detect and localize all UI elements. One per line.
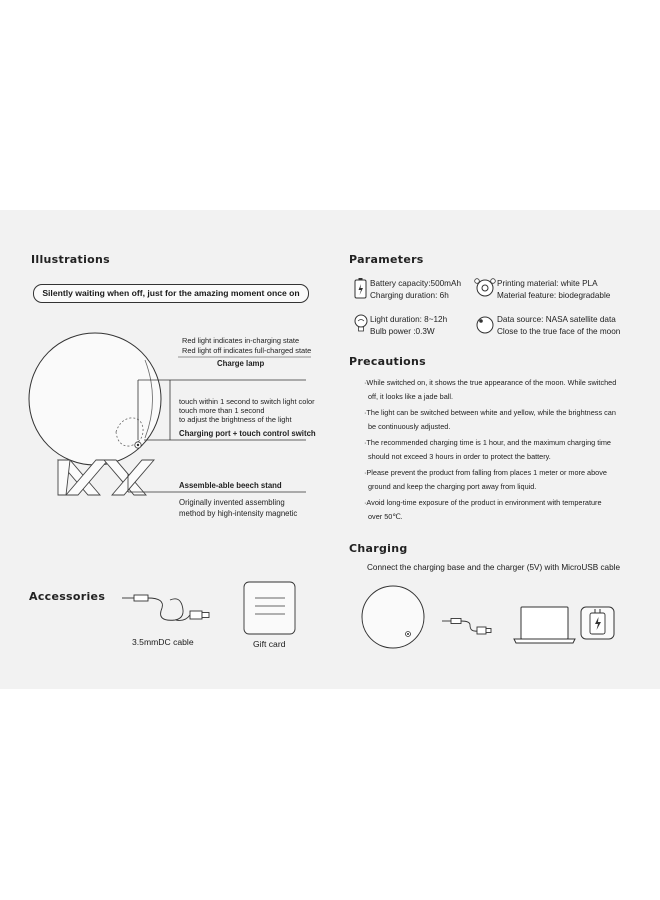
stand-desc-1: Originally invented assembling: [179, 498, 285, 507]
precaution-line: ·The recommended charging time is 1 hour, and the maximum charging time: [364, 438, 611, 447]
charging-base-icon: [362, 586, 424, 648]
precaution-line: over 50℃.: [368, 511, 403, 521]
charge-lamp-desc-2: Red light off indicates full-charged state: [182, 346, 312, 355]
charging-description: Connect the charging base and the charger (5V) with MicroUSB cable: [367, 563, 621, 572]
tagline-pill: Silently waiting when off, just for the amazing moment once on: [33, 284, 309, 303]
touch-desc-1: touch within 1 second to switch light color: [179, 397, 315, 406]
battery-capacity: Battery capacity:500mAh: [370, 279, 462, 288]
illustrations-title: Illustrations: [31, 253, 110, 266]
material-feature: Material feature: biodegradable: [497, 290, 611, 300]
data-source: Data source: NASA satellite data: [497, 315, 616, 324]
stand-label: Assemble-able beech stand: [179, 481, 282, 490]
light-duration: Light duration: 8~12h: [370, 315, 448, 324]
stand-desc-2: method by high-intensity magnetic: [179, 509, 298, 518]
touch-desc-2: touch more than 1 second: [179, 406, 265, 415]
precaution-line: ·Please prevent the product from falling from places 1 meter or more above: [364, 468, 607, 477]
accessories-title: Accessories: [29, 590, 106, 603]
precautions-title: Precautions: [349, 355, 426, 368]
touch-desc-3: to adjust the brightness of the light: [179, 415, 292, 424]
dc-cable-label: 3.5mmDC cable: [132, 637, 194, 647]
gift-card-label: Gift card: [253, 639, 286, 649]
precaution-line: ground and keep the charging port away from liquid.: [368, 481, 537, 491]
charge-lamp-label: Charge lamp: [217, 359, 265, 368]
precaution-line: be continuously adjusted.: [368, 421, 451, 431]
charge-lamp-desc-1: Red light indicates in-charging state: [182, 336, 300, 345]
charger-icon: [581, 607, 614, 639]
printing-material: Printing material: white PLA: [497, 279, 598, 288]
charging-duration: Charging duration: 6h: [370, 290, 449, 300]
precaution-line: should not exceed 3 hours in order to protect the battery.: [368, 451, 551, 461]
touch-label: Charging port + touch control switch: [179, 429, 316, 438]
microusb-cable-icon: [442, 619, 491, 635]
precaution-line: ·While switched on, it shows the true appearance of the moon. While switched: [364, 378, 617, 387]
precaution-line: ·Avoid long-time exposure of the product in environment with temperature: [364, 498, 602, 507]
bulb-power: Bulb power :0.3W: [370, 326, 435, 336]
laptop-icon: [514, 607, 575, 643]
charging-title: Charging: [349, 542, 408, 555]
precaution-line: off, it looks like a jade ball.: [368, 391, 454, 401]
moon-surface: Close to the true face of the moon: [497, 326, 621, 336]
precaution-line: ·The light can be switched between white and yellow, while the brightness can: [364, 408, 616, 417]
parameters-title: Parameters: [349, 253, 424, 266]
